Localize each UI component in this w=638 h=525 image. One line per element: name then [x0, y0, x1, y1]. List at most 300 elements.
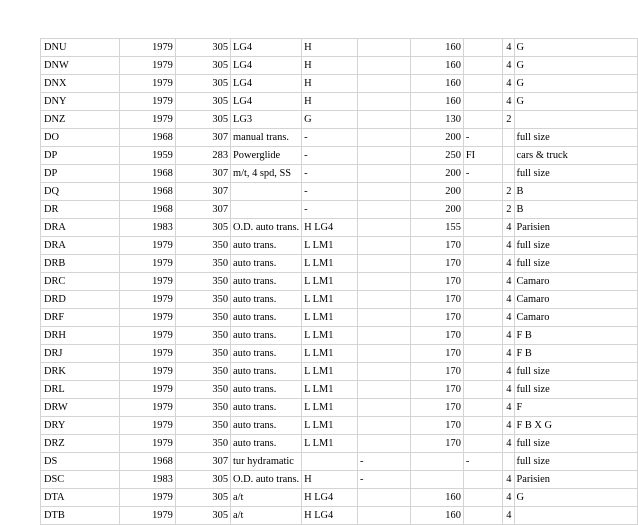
option-code-cell: H: [302, 57, 358, 75]
table-row: [41, 165, 638, 183]
transmission-cell: Powerglide: [231, 147, 302, 165]
barrels-cell: 4: [502, 57, 514, 75]
horsepower-cell: 160: [410, 75, 463, 93]
displacement-cell: 283: [175, 147, 230, 165]
engine-code-cell: DRJ: [41, 345, 120, 363]
barrels-cell: 4: [502, 345, 514, 363]
year-cell: 1979: [120, 237, 175, 255]
displacement-cell: 350: [175, 363, 230, 381]
table-row: [41, 93, 638, 111]
barrels-cell: 4: [502, 435, 514, 453]
year-cell: 1968: [120, 165, 175, 183]
transmission-cell: auto trans.: [231, 381, 302, 399]
year-cell: 1979: [120, 345, 175, 363]
transmission-cell: auto trans.: [231, 417, 302, 435]
application-cell: B: [514, 201, 638, 219]
table-row: [41, 129, 638, 147]
fuel-cell: [463, 327, 502, 345]
year-cell: 1979: [120, 111, 175, 129]
option-code-cell: [302, 453, 358, 471]
spacer-cell: [357, 417, 410, 435]
fuel-cell: FI: [463, 147, 502, 165]
year-cell: 1979: [120, 93, 175, 111]
year-cell: 1979: [120, 435, 175, 453]
application-cell: G: [514, 39, 638, 57]
horsepower-cell: 200: [410, 165, 463, 183]
year-cell: 1968: [120, 453, 175, 471]
displacement-cell: 350: [175, 381, 230, 399]
option-code-cell: L LM1: [302, 345, 358, 363]
year-cell: 1959: [120, 147, 175, 165]
option-code-cell: H: [302, 39, 358, 57]
engine-code-cell: DTA: [41, 489, 120, 507]
spacer-cell: [357, 219, 410, 237]
spacer-cell: [357, 363, 410, 381]
horsepower-cell: 170: [410, 363, 463, 381]
spacer-cell: [357, 489, 410, 507]
option-code-cell: L LM1: [302, 363, 358, 381]
spacer-cell: [357, 381, 410, 399]
spacer-cell: [357, 165, 410, 183]
option-code-cell: H LG4: [302, 219, 358, 237]
fuel-cell: [463, 381, 502, 399]
application-cell: F B: [514, 327, 638, 345]
application-cell: full size: [514, 453, 638, 471]
transmission-cell: auto trans.: [231, 363, 302, 381]
fuel-cell: [463, 75, 502, 93]
spacer-cell: [357, 183, 410, 201]
transmission-cell: tur hydramatic: [231, 453, 302, 471]
spacer-cell: [357, 39, 410, 57]
table-row: [41, 201, 638, 219]
transmission-cell: a/t: [231, 489, 302, 507]
horsepower-cell: 170: [410, 273, 463, 291]
table-row: [41, 147, 638, 165]
application-cell: G: [514, 93, 638, 111]
barrels-cell: [502, 129, 514, 147]
barrels-cell: 4: [502, 309, 514, 327]
engine-code-cell: DRB: [41, 255, 120, 273]
year-cell: 1979: [120, 363, 175, 381]
option-code-cell: L LM1: [302, 309, 358, 327]
option-code-cell: H: [302, 471, 358, 489]
engine-code-cell: DRH: [41, 327, 120, 345]
application-cell: full size: [514, 435, 638, 453]
application-cell: B: [514, 183, 638, 201]
spacer-cell: [357, 237, 410, 255]
application-cell: F: [514, 399, 638, 417]
spacer-cell: [357, 327, 410, 345]
spacer-cell: [357, 201, 410, 219]
spacer-cell: [357, 75, 410, 93]
fuel-cell: [463, 417, 502, 435]
year-cell: 1979: [120, 417, 175, 435]
year-cell: 1968: [120, 129, 175, 147]
application-cell: cars & truck: [514, 147, 638, 165]
engine-code-cell: DRA: [41, 237, 120, 255]
displacement-cell: 305: [175, 507, 230, 525]
engine-code-cell: DTB: [41, 507, 120, 525]
application-cell: full size: [514, 129, 638, 147]
barrels-cell: 2: [502, 183, 514, 201]
barrels-cell: 4: [502, 273, 514, 291]
displacement-cell: 350: [175, 417, 230, 435]
barrels-cell: [502, 165, 514, 183]
engine-code-cell: DP: [41, 165, 120, 183]
option-code-cell: L LM1: [302, 381, 358, 399]
table-row: [41, 435, 638, 453]
displacement-cell: 350: [175, 345, 230, 363]
table-body: [41, 39, 638, 525]
year-cell: 1968: [120, 183, 175, 201]
spacer-cell: [357, 57, 410, 75]
table-row: [41, 219, 638, 237]
year-cell: 1979: [120, 507, 175, 525]
table-row: [41, 345, 638, 363]
table-row: [41, 507, 638, 525]
application-cell: Parisien: [514, 471, 638, 489]
transmission-cell: auto trans.: [231, 255, 302, 273]
year-cell: 1979: [120, 309, 175, 327]
engine-code-cell: DRY: [41, 417, 120, 435]
year-cell: 1979: [120, 291, 175, 309]
displacement-cell: 307: [175, 129, 230, 147]
horsepower-cell: 170: [410, 237, 463, 255]
engine-code-cell: DRW: [41, 399, 120, 417]
table-row: [41, 309, 638, 327]
barrels-cell: 4: [502, 219, 514, 237]
fuel-cell: [463, 309, 502, 327]
displacement-cell: 350: [175, 237, 230, 255]
table-row: [41, 489, 638, 507]
displacement-cell: 305: [175, 489, 230, 507]
application-cell: full size: [514, 165, 638, 183]
option-code-cell: H LG4: [302, 507, 358, 525]
table-row: [41, 75, 638, 93]
transmission-cell: a/t: [231, 507, 302, 525]
displacement-cell: 305: [175, 471, 230, 489]
application-cell: Camaro: [514, 273, 638, 291]
application-cell: Camaro: [514, 291, 638, 309]
year-cell: 1979: [120, 75, 175, 93]
fuel-cell: -: [463, 129, 502, 147]
displacement-cell: 350: [175, 327, 230, 345]
displacement-cell: 305: [175, 111, 230, 129]
barrels-cell: [502, 147, 514, 165]
fuel-cell: -: [463, 165, 502, 183]
displacement-cell: 350: [175, 291, 230, 309]
option-code-cell: -: [302, 147, 358, 165]
spacer-cell: -: [357, 471, 410, 489]
transmission-cell: auto trans.: [231, 399, 302, 417]
fuel-cell: [463, 183, 502, 201]
fuel-cell: [463, 237, 502, 255]
transmission-cell: auto trans.: [231, 291, 302, 309]
spacer-cell: [357, 507, 410, 525]
transmission-cell: O.D. auto trans.: [231, 471, 302, 489]
barrels-cell: 4: [502, 291, 514, 309]
horsepower-cell: 160: [410, 507, 463, 525]
table-row: [41, 255, 638, 273]
spacer-cell: [357, 399, 410, 417]
engine-code-cell: DRC: [41, 273, 120, 291]
engine-code-cell: DR: [41, 201, 120, 219]
fuel-cell: [463, 345, 502, 363]
transmission-cell: auto trans.: [231, 309, 302, 327]
horsepower-cell: 160: [410, 489, 463, 507]
engine-code-cell: DRZ: [41, 435, 120, 453]
barrels-cell: 4: [502, 417, 514, 435]
displacement-cell: 307: [175, 453, 230, 471]
option-code-cell: H: [302, 93, 358, 111]
barrels-cell: 4: [502, 39, 514, 57]
table-row: [41, 57, 638, 75]
displacement-cell: 305: [175, 93, 230, 111]
horsepower-cell: 250: [410, 147, 463, 165]
horsepower-cell: 170: [410, 345, 463, 363]
transmission-cell: auto trans.: [231, 345, 302, 363]
spacer-cell: [357, 345, 410, 363]
fuel-cell: [463, 435, 502, 453]
table-row: [41, 471, 638, 489]
table-row: [41, 183, 638, 201]
engine-code-cell: DNU: [41, 39, 120, 57]
application-cell: G: [514, 57, 638, 75]
displacement-cell: 350: [175, 309, 230, 327]
transmission-cell: LG4: [231, 93, 302, 111]
fuel-cell: [463, 93, 502, 111]
option-code-cell: L LM1: [302, 327, 358, 345]
displacement-cell: 305: [175, 75, 230, 93]
barrels-cell: 4: [502, 93, 514, 111]
option-code-cell: L LM1: [302, 291, 358, 309]
transmission-cell: manual trans.: [231, 129, 302, 147]
table-row: [41, 291, 638, 309]
engine-code-cell: DS: [41, 453, 120, 471]
barrels-cell: 2: [502, 201, 514, 219]
horsepower-cell: 170: [410, 309, 463, 327]
transmission-cell: [231, 183, 302, 201]
table-row: [41, 237, 638, 255]
year-cell: 1979: [120, 255, 175, 273]
horsepower-cell: 170: [410, 255, 463, 273]
transmission-cell: LG4: [231, 39, 302, 57]
transmission-cell: auto trans.: [231, 237, 302, 255]
engine-code-table: [40, 38, 638, 525]
table-row: [41, 363, 638, 381]
fuel-cell: [463, 489, 502, 507]
horsepower-cell: 170: [410, 327, 463, 345]
transmission-cell: LG4: [231, 75, 302, 93]
engine-code-cell: DQ: [41, 183, 120, 201]
engine-code-cell: DRK: [41, 363, 120, 381]
application-cell: full size: [514, 363, 638, 381]
transmission-cell: auto trans.: [231, 435, 302, 453]
fuel-cell: [463, 255, 502, 273]
transmission-cell: auto trans.: [231, 327, 302, 345]
displacement-cell: 307: [175, 183, 230, 201]
engine-code-cell: DNX: [41, 75, 120, 93]
spacer-cell: [357, 309, 410, 327]
displacement-cell: 350: [175, 273, 230, 291]
barrels-cell: 4: [502, 363, 514, 381]
transmission-cell: m/t, 4 spd, SS: [231, 165, 302, 183]
option-code-cell: L LM1: [302, 399, 358, 417]
application-cell: full size: [514, 237, 638, 255]
fuel-cell: [463, 291, 502, 309]
displacement-cell: 350: [175, 255, 230, 273]
fuel-cell: [463, 57, 502, 75]
horsepower-cell: 170: [410, 399, 463, 417]
engine-code-cell: DSC: [41, 471, 120, 489]
option-code-cell: L LM1: [302, 255, 358, 273]
engine-code-cell: DRD: [41, 291, 120, 309]
option-code-cell: -: [302, 201, 358, 219]
barrels-cell: 4: [502, 327, 514, 345]
fuel-cell: [463, 111, 502, 129]
application-cell: [514, 111, 638, 129]
displacement-cell: 350: [175, 435, 230, 453]
option-code-cell: L LM1: [302, 273, 358, 291]
horsepower-cell: 160: [410, 57, 463, 75]
transmission-cell: auto trans.: [231, 273, 302, 291]
year-cell: 1979: [120, 381, 175, 399]
fuel-cell: [463, 201, 502, 219]
year-cell: 1983: [120, 219, 175, 237]
fuel-cell: [463, 219, 502, 237]
table-row: [41, 417, 638, 435]
spacer-cell: -: [357, 453, 410, 471]
barrels-cell: 4: [502, 399, 514, 417]
fuel-cell: [463, 471, 502, 489]
engine-code-cell: DO: [41, 129, 120, 147]
barrels-cell: 4: [502, 489, 514, 507]
application-cell: G: [514, 489, 638, 507]
barrels-cell: 4: [502, 255, 514, 273]
fuel-cell: [463, 273, 502, 291]
fuel-cell: -: [463, 453, 502, 471]
application-cell: G: [514, 75, 638, 93]
engine-code-cell: DNZ: [41, 111, 120, 129]
year-cell: 1979: [120, 327, 175, 345]
engine-code-cell: DRL: [41, 381, 120, 399]
spacer-cell: [357, 435, 410, 453]
option-code-cell: L LM1: [302, 237, 358, 255]
horsepower-cell: 160: [410, 93, 463, 111]
displacement-cell: 350: [175, 399, 230, 417]
engine-code-cell: DNW: [41, 57, 120, 75]
application-cell: full size: [514, 381, 638, 399]
fuel-cell: [463, 39, 502, 57]
application-cell: [514, 507, 638, 525]
application-cell: F B: [514, 345, 638, 363]
year-cell: 1979: [120, 489, 175, 507]
option-code-cell: -: [302, 183, 358, 201]
option-code-cell: L LM1: [302, 435, 358, 453]
horsepower-cell: 170: [410, 291, 463, 309]
engine-code-cell: DP: [41, 147, 120, 165]
year-cell: 1968: [120, 201, 175, 219]
horsepower-cell: 170: [410, 417, 463, 435]
table-row: [41, 111, 638, 129]
transmission-cell: [231, 201, 302, 219]
engine-code-cell: DNY: [41, 93, 120, 111]
barrels-cell: 4: [502, 507, 514, 525]
displacement-cell: 305: [175, 57, 230, 75]
table-row: [41, 39, 638, 57]
table-row: [41, 381, 638, 399]
spacer-cell: [357, 291, 410, 309]
year-cell: 1979: [120, 39, 175, 57]
barrels-cell: 2: [502, 111, 514, 129]
spacer-cell: [357, 255, 410, 273]
spacer-cell: [357, 129, 410, 147]
barrels-cell: 4: [502, 75, 514, 93]
year-cell: 1979: [120, 57, 175, 75]
horsepower-cell: 130: [410, 111, 463, 129]
spacer-cell: [357, 111, 410, 129]
table-row: [41, 399, 638, 417]
option-code-cell: H: [302, 75, 358, 93]
table-row: [41, 273, 638, 291]
transmission-cell: O.D. auto trans.: [231, 219, 302, 237]
horsepower-cell: 200: [410, 201, 463, 219]
horsepower-cell: [410, 453, 463, 471]
horsepower-cell: 170: [410, 381, 463, 399]
table-row: [41, 453, 638, 471]
displacement-cell: 305: [175, 219, 230, 237]
engine-code-cell: DRF: [41, 309, 120, 327]
transmission-cell: LG3: [231, 111, 302, 129]
fuel-cell: [463, 363, 502, 381]
displacement-cell: 307: [175, 165, 230, 183]
application-cell: full size: [514, 255, 638, 273]
option-code-cell: H LG4: [302, 489, 358, 507]
year-cell: 1983: [120, 471, 175, 489]
option-code-cell: L LM1: [302, 417, 358, 435]
year-cell: 1979: [120, 273, 175, 291]
fuel-cell: [463, 507, 502, 525]
displacement-cell: 307: [175, 201, 230, 219]
option-code-cell: G: [302, 111, 358, 129]
spacer-cell: [357, 273, 410, 291]
barrels-cell: 4: [502, 471, 514, 489]
table-row: [41, 327, 638, 345]
horsepower-cell: [410, 471, 463, 489]
engine-code-table-page: [40, 38, 638, 525]
application-cell: Camaro: [514, 309, 638, 327]
spacer-cell: [357, 93, 410, 111]
engine-code-cell: DRA: [41, 219, 120, 237]
fuel-cell: [463, 399, 502, 417]
application-cell: Parisien: [514, 219, 638, 237]
barrels-cell: [502, 453, 514, 471]
horsepower-cell: 170: [410, 435, 463, 453]
option-code-cell: -: [302, 129, 358, 147]
transmission-cell: LG4: [231, 57, 302, 75]
displacement-cell: 305: [175, 39, 230, 57]
horsepower-cell: 160: [410, 39, 463, 57]
spacer-cell: [357, 147, 410, 165]
application-cell: F B X G: [514, 417, 638, 435]
horsepower-cell: 200: [410, 183, 463, 201]
option-code-cell: -: [302, 165, 358, 183]
barrels-cell: 4: [502, 381, 514, 399]
year-cell: 1979: [120, 399, 175, 417]
horsepower-cell: 155: [410, 219, 463, 237]
horsepower-cell: 200: [410, 129, 463, 147]
barrels-cell: 4: [502, 237, 514, 255]
